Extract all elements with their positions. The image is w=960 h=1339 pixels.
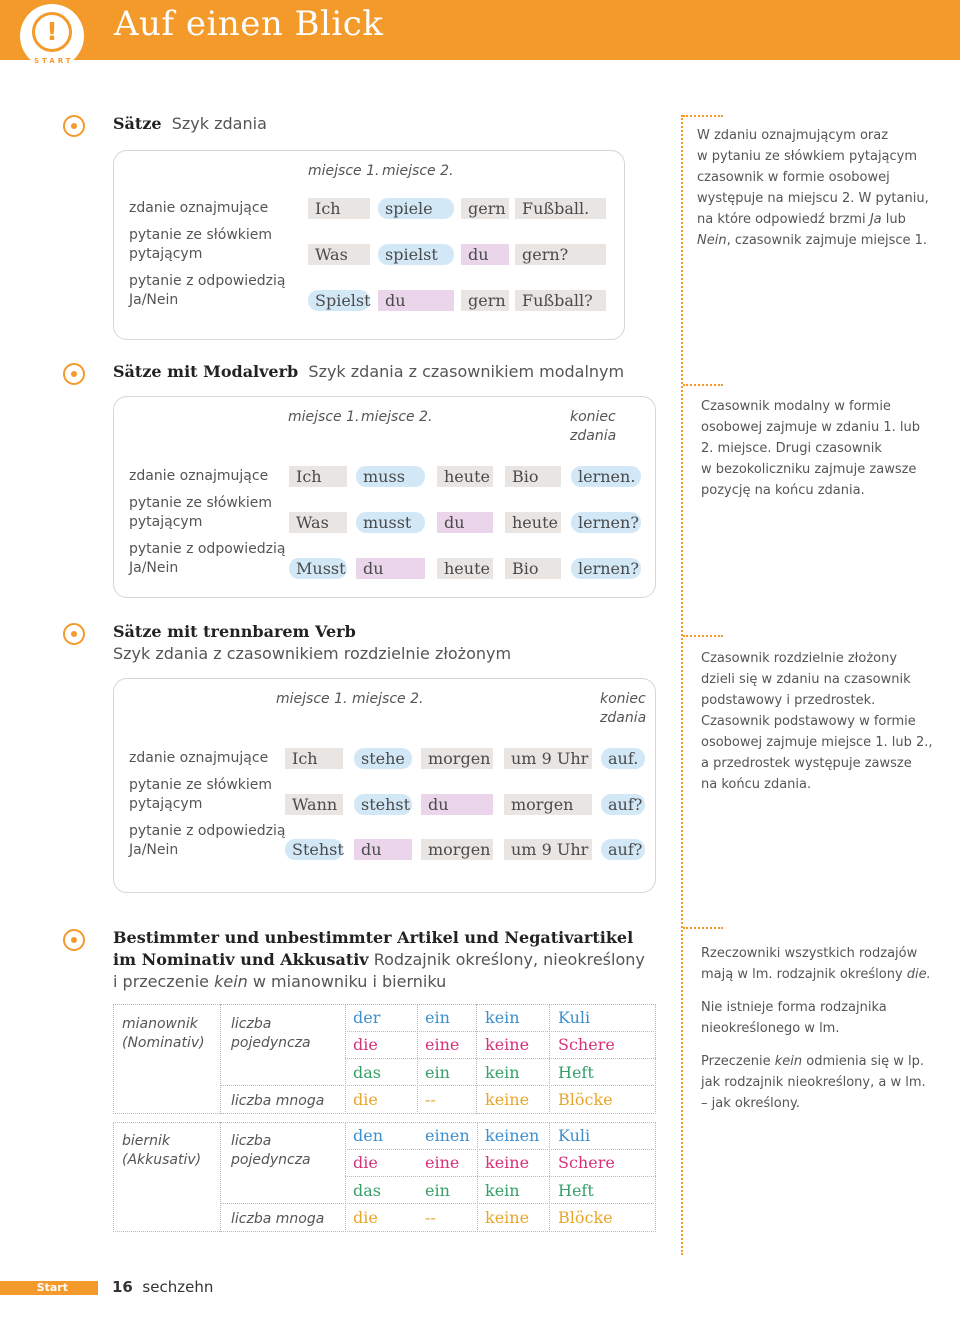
row-label: pytającym [129,246,203,262]
noun-cell: Heft [558,1181,594,1200]
noun-cell: Schere [558,1035,615,1054]
sentence-chip: heute [437,466,493,487]
table-divider [345,1031,656,1032]
article-cell: die [353,1208,378,1227]
number-label: liczba mnoga [231,1211,325,1227]
verb-chip: Musst [289,558,347,579]
sentence-chip: heute [505,512,561,533]
verb-chip: Stehst [285,839,343,860]
col-header: miejsce 1. [308,163,380,179]
sentence-chip: um 9 Uhr [504,839,592,860]
row-label: pytanie ze słówkiem [129,777,273,793]
table-divider [220,1203,656,1204]
sentence-chip: Bio [505,466,561,487]
sentence-chip: morgen [421,748,493,769]
noun-cell: Kuli [558,1126,591,1145]
noun-cell: Blöcke [558,1090,613,1109]
subject-chip: du [437,512,493,533]
sentence-chip: Was [308,244,370,265]
note-articles-2: Nie istnieje forma rodzajnika nieokreślonego w lm. [701,1000,887,1036]
table-divider [476,1004,477,1114]
article-cell: der [353,1008,381,1027]
section-bullet-icon [63,115,85,137]
sentence-chip: gern [461,198,509,219]
article-cell: das [353,1181,381,1200]
table-divider [477,1122,478,1232]
table-divider [345,1004,346,1114]
sentence-chip: Fußball. [515,198,606,219]
col-header: miejsce 2. [382,163,454,179]
verb-chip: muss [356,466,425,487]
row-label: pytającym [129,796,203,812]
row-label: pytanie z odpowiedzią [129,273,286,289]
subject-chip: du [356,558,425,579]
article-cell: die [353,1035,378,1054]
col-header: koniec [600,691,646,707]
sentence-chip: Was [289,512,347,533]
infinitive-chip: lernen. [571,466,641,487]
article-cell: das [353,1063,381,1082]
infinitive-chip: lernen? [571,558,641,579]
note-divider [683,927,723,929]
article-cell: eine [425,1153,460,1172]
row-label: zdanie oznajmujące [129,750,269,766]
col-header: miejsce 2. [361,409,433,425]
sentence-chip: um 9 Uhr [504,748,592,769]
number-label: liczba mnoga [231,1093,325,1109]
prefix-chip: auf. [601,748,645,769]
page-title: Auf einen Blick [114,4,384,44]
sentence-chip: Wann [285,794,343,815]
sentence-chip: morgen [421,839,493,860]
table-divider [345,1058,656,1059]
note-articles-3: Przeczenie kein odmienia się w lp. jak rodzajnik nieokreślony, a w lm. – jak określony. [701,1054,926,1111]
article-cell: ein [425,1063,450,1082]
verb-chip: spielst [378,244,454,265]
number-label: liczba [231,1133,272,1149]
table-divider [220,1004,221,1114]
note-separable: Czasownik rozdzielnie złożony dzieli się w zdaniu na czasownik podstawowy i przedrostek. Czasownik podstawowy w formie osobowej zajmuje miejsce 1. lub 2., a przedrostek występuje zawsze na końcu zdania. [701,651,933,792]
note-articles-1: Rzeczowniki wszystkich rodzajów mają w lm. rodzajnik określony die. [701,946,931,982]
section-heading-word-order: Sätze Szyk zdania [113,114,267,133]
sentence-chip: Bio [505,558,561,579]
note-divider [683,115,723,117]
subject-chip: du [421,794,493,815]
note-modal: Czasownik modalny w formie osobowej zajmuje w zdaniu 1. lub 2. miejsce. Drugi czasownik w bezokoliczniku zajmuje zawsze pozycję na końcu zdania. [701,399,920,498]
verb-chip: spiele [378,198,454,219]
row-label: pytającym [129,514,203,530]
row-label: Ja/Nein [129,560,179,576]
section-bullet-icon [63,929,85,951]
row-label: zdanie oznajmujące [129,200,269,216]
row-label: pytanie ze słówkiem [129,227,273,243]
sentence-chip: morgen [504,794,592,815]
note-divider [683,635,723,637]
infinitive-chip: lernen? [571,512,641,533]
row-label: pytanie z odpowiedzią [129,823,286,839]
number-label: pojedyncza [231,1035,311,1051]
sentence-chip: Ich [289,466,347,487]
footer-start-tab: Start [0,1281,98,1295]
verb-chip: musst [356,512,425,533]
article-cell: den [353,1126,384,1145]
row-label: pytanie z odpowiedzią [129,541,286,557]
sentence-chip: Ich [285,748,343,769]
noun-cell: Kuli [558,1008,591,1027]
sentence-chip: Ich [308,198,370,219]
case-label: (Akkusativ) [122,1152,202,1168]
table-divider [345,1176,656,1177]
article-cell: ein [425,1008,450,1027]
table-divider [345,1149,656,1150]
sentence-chip: heute [437,558,493,579]
prefix-chip: auf? [601,794,645,815]
section-heading-modal: Sätze mit Modalverb Szyk zdania z czasownikiem modalnym [113,362,625,381]
noun-cell: Schere [558,1153,615,1172]
section-heading-separable: Sätze mit trennbarem Verb Szyk zdania z czasownikiem rozdzielnie złożonym [113,622,512,663]
section-heading-articles: Bestimmter und unbestimmter Artikel und Negativartikel im Nominativ und Akkusativ Rodzajnik określony, nieokreślony i przeczenie kein w mianowniku i bierniku [113,928,645,991]
sentence-chip: Fußball? [515,290,606,311]
verb-chip: Spielst [308,290,370,311]
article-cell: die [353,1090,378,1109]
table-divider [549,1004,550,1114]
article-cell: einen [425,1126,470,1145]
note-divider [683,384,723,386]
logo-text: START [34,57,74,65]
sentence-chip: gern [461,290,509,311]
case-label: (Nominativ) [122,1035,205,1051]
verb-chip: stehe [354,748,412,769]
noun-cell: Heft [558,1063,594,1082]
exclamation-icon: ! [32,12,72,52]
note-word-order: W zdaniu oznajmującym oraz w pytaniu ze słówkiem pytającym czasownik w formie osobowej występuje na miejscu 2. W pytaniu, na które odpowiedź brzmi Ja lub Nein, czasownik zajmuje miejsce 1. [697,128,929,248]
page-number: 16 sechzehn [112,1278,214,1296]
section-bullet-icon [63,363,85,385]
number-label: liczba [231,1016,272,1032]
article-cell: -- [425,1090,436,1109]
article-cell: keine [485,1153,530,1172]
row-label: zdanie oznajmujące [129,468,269,484]
subject-chip: du [461,244,509,265]
notes-rail [681,115,683,1255]
article-cell: kein [485,1008,520,1027]
article-cell: keinen [485,1126,540,1145]
col-header: zdania [600,710,647,726]
verb-chip: stehst [354,794,412,815]
article-cell: ein [425,1181,450,1200]
article-cell: keine [485,1208,530,1227]
article-cell: kein [485,1181,520,1200]
noun-cell: Blöcke [558,1208,613,1227]
table-divider [417,1004,418,1114]
subject-chip: du [378,290,454,311]
prefix-chip: auf? [601,839,645,860]
section-bullet-icon [63,623,85,645]
col-header: zdania [570,428,617,444]
row-label: Ja/Nein [129,292,179,308]
table-divider [220,1085,656,1086]
subject-chip: du [354,839,412,860]
number-label: pojedyncza [231,1152,311,1168]
row-label: Ja/Nein [129,842,179,858]
row-label: pytanie ze słówkiem [129,495,273,511]
article-cell: keine [485,1090,530,1109]
sentence-chip: gern? [515,244,606,265]
table-divider [220,1122,221,1232]
case-label: biernik [122,1133,171,1149]
article-cell: keine [485,1035,530,1054]
col-header: miejsce 1. [288,409,360,425]
case-label: mianownik [122,1016,198,1032]
article-cell: kein [485,1063,520,1082]
article-cell: -- [425,1208,436,1227]
col-header: miejsce 1. [276,691,348,707]
article-cell: eine [425,1035,460,1054]
col-header: koniec [570,409,616,425]
table-divider [549,1122,550,1232]
article-cell: die [353,1153,378,1172]
col-header: miejsce 2. [352,691,424,707]
table-divider [345,1122,346,1232]
